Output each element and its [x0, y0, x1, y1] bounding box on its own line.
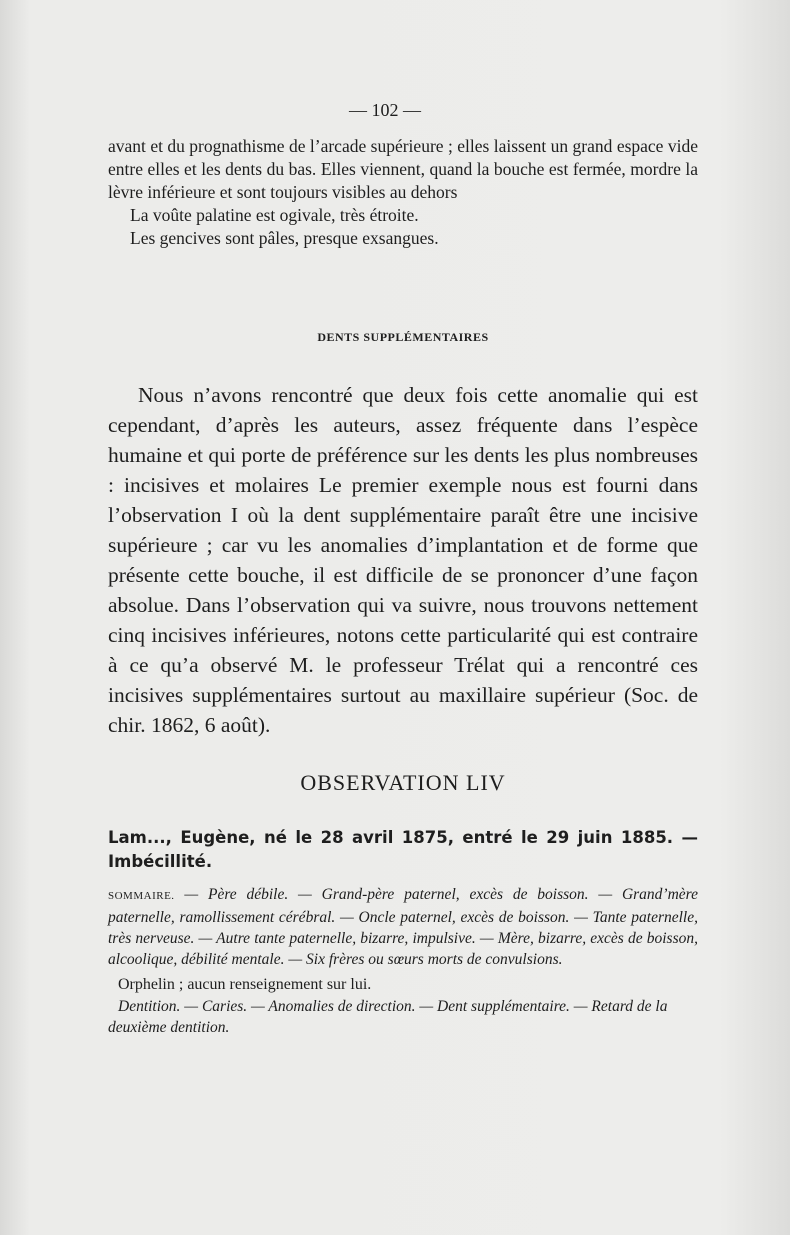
- summary: [108, 884, 698, 970]
- section-heading: DENTS SUPPLÉMENTAIRES: [317, 330, 489, 344]
- orphan-line: Orphelin ; aucun renseignement sur lui.: [118, 976, 372, 993]
- main-paragraph: Nous n’avons rencontré que deux fois cette anomalie qui est cependant, d’après les auteurs, assez fréquente dans l’espèce humaine et qui porte de préférence sur les dents les plus nombreuses : incisives et molaires Le premier exemple nous est fourni dans l’observation I où la dent supplémentaire paraît être une incisive supérieure ; car vu les anomalies d’implantation et de forme que présente cette bouche, il est difficile de se prononcer d’une façon absolue. Dans l’observation qui va suivre, nous trouvons nettement cinq incisives inférieures, notons cette particularité qui est contraire à ce qu’a observé M. le professeur Trélat qui a rencontré ces incisives supplémentaires surtout au maxillaire supérieur (Soc. de chir. 1862, 6 août).: [108, 383, 698, 737]
- dentition-line: Dentition. — Caries. — Anomalies de direction. — Dent supplémentaire. — Retard de la deuxième dentition.: [108, 998, 668, 1036]
- palate-line: La voûte palatine est ogivale, très étroite.: [130, 205, 419, 225]
- page-edge: [790, 0, 800, 1235]
- case-line: Lam..., Eugène, né le 28 avril 1875, entré le 29 juin 1885. — Imbécillité.: [108, 828, 698, 871]
- main-text-block: [108, 380, 698, 740]
- gums-line: Les gencives sont pâles, presque exsangues.: [130, 228, 439, 248]
- summary-text: — Père débile. — Grand-père paternel, excès de boisson. — Grand’mère paternelle, ramollissement cérébral. — Oncle paternel, excès de boisson. — Tante paternelle, très nerveuse. — Autre tante paternelle, bizarre, impulsive. — Mère, bizarre, excès de boisson, alcoolique, débilité mentale. — Six frères ou sœurs morts de convulsions.: [108, 886, 698, 968]
- summary-label: SOMMAIRE.: [108, 890, 175, 902]
- top-text-block: [108, 135, 698, 250]
- case-block: [108, 826, 698, 874]
- page-number: — 102 —: [349, 100, 421, 120]
- observation-title: OBSERVATION LIV: [300, 770, 506, 795]
- summary-block: [108, 884, 698, 1038]
- top-paragraph: avant et du prognathisme de l’arcade supérieure ; elles laissent un grand espace vide entre elles et les dents du bas. Elles viennent, quand la bouche est fermée, mordre la lèvre inférieure et sont toujours visibles au dehors: [108, 136, 698, 202]
